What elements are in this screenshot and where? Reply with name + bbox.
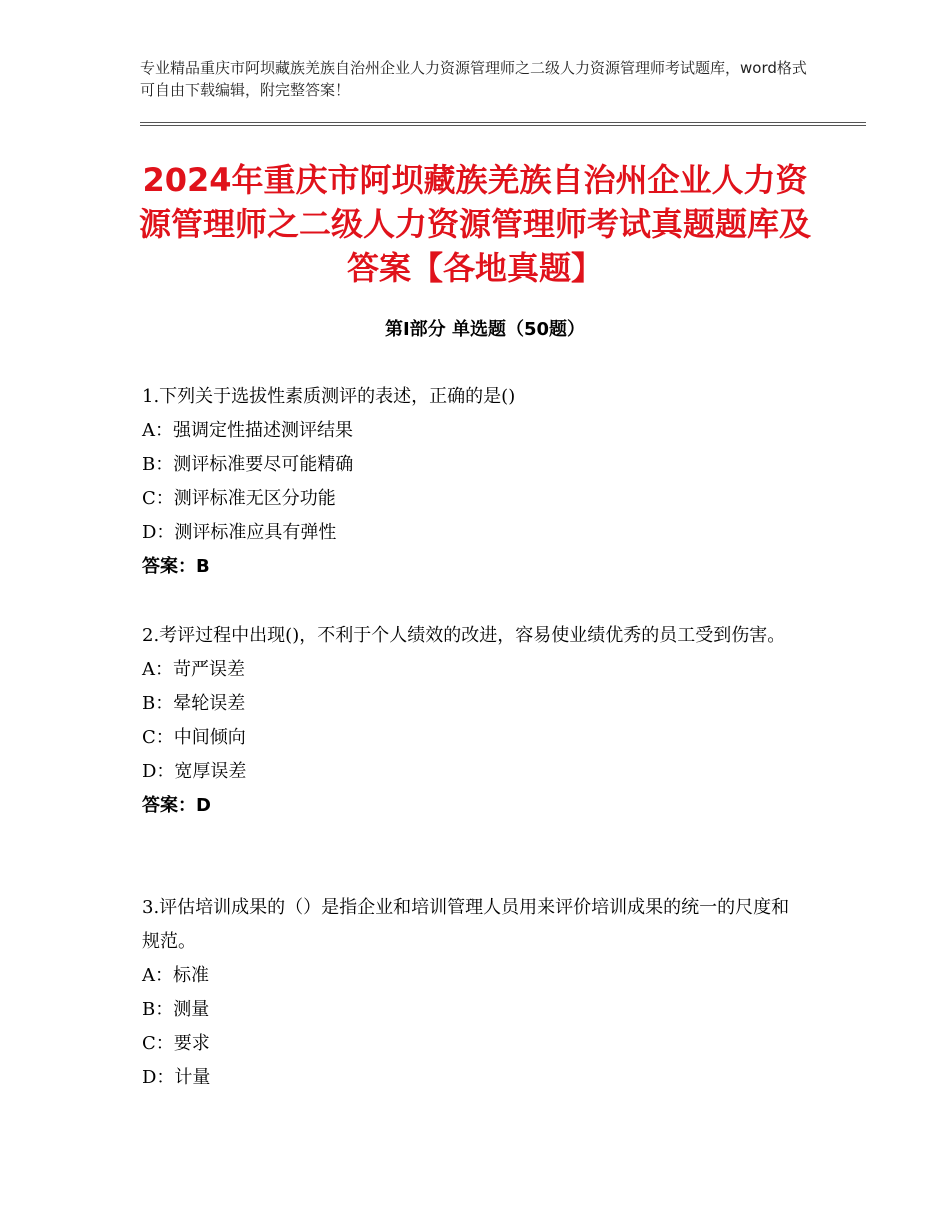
header-divider: [140, 125, 866, 126]
option-d: D：计量: [142, 1067, 211, 1088]
option-a: A：标准: [142, 965, 209, 986]
question-stem: 1.下列关于选拔性素质测评的表述，正确的是(): [142, 386, 516, 407]
option-b: B：测量: [142, 999, 210, 1020]
answer: 答案：D: [142, 795, 211, 816]
option-c: C：中间倾向: [142, 727, 246, 748]
option-d: D：测评标准应具有弹性: [142, 522, 337, 543]
question-stem: 3.评估培训成果的（）是指企业和培训管理人员用来评价培训成果的统一的尺度和规范。: [142, 897, 790, 952]
document-title: 2024年重庆市阿坝藏族羌族自治州企业人力资源管理师之二级人力资源管理师考试真题题库及答案【各地真题】: [138, 161, 811, 287]
header-note: 专业精品重庆市阿坝藏族羌族自治州企业人力资源管理师之二级人力资源管理师考试题库，word格式可自由下载编辑，附完整答案！: [140, 59, 807, 99]
option-b: B：晕轮误差: [142, 693, 246, 714]
question-stem: 2.考评过程中出现()，不利于个人绩效的改进，容易使业绩优秀的员工受到伤害。: [142, 625, 786, 646]
option-b: B：测评标准要尽可能精确: [142, 454, 354, 475]
question-2: [142, 619, 802, 823]
section-heading: 第Ⅰ部分 单选题（50题）: [384, 319, 585, 340]
header-divider: [140, 122, 866, 123]
question-1: [142, 380, 802, 584]
answer: 答案：B: [142, 556, 210, 577]
option-c: C：要求: [142, 1033, 210, 1054]
option-a: A：强调定性描述测评结果: [142, 420, 353, 441]
option-d: D：宽厚误差: [142, 761, 247, 782]
option-a: A：苛严误差: [142, 659, 245, 680]
option-c: C：测评标准无区分功能: [142, 488, 336, 509]
question-3: [142, 891, 802, 1095]
